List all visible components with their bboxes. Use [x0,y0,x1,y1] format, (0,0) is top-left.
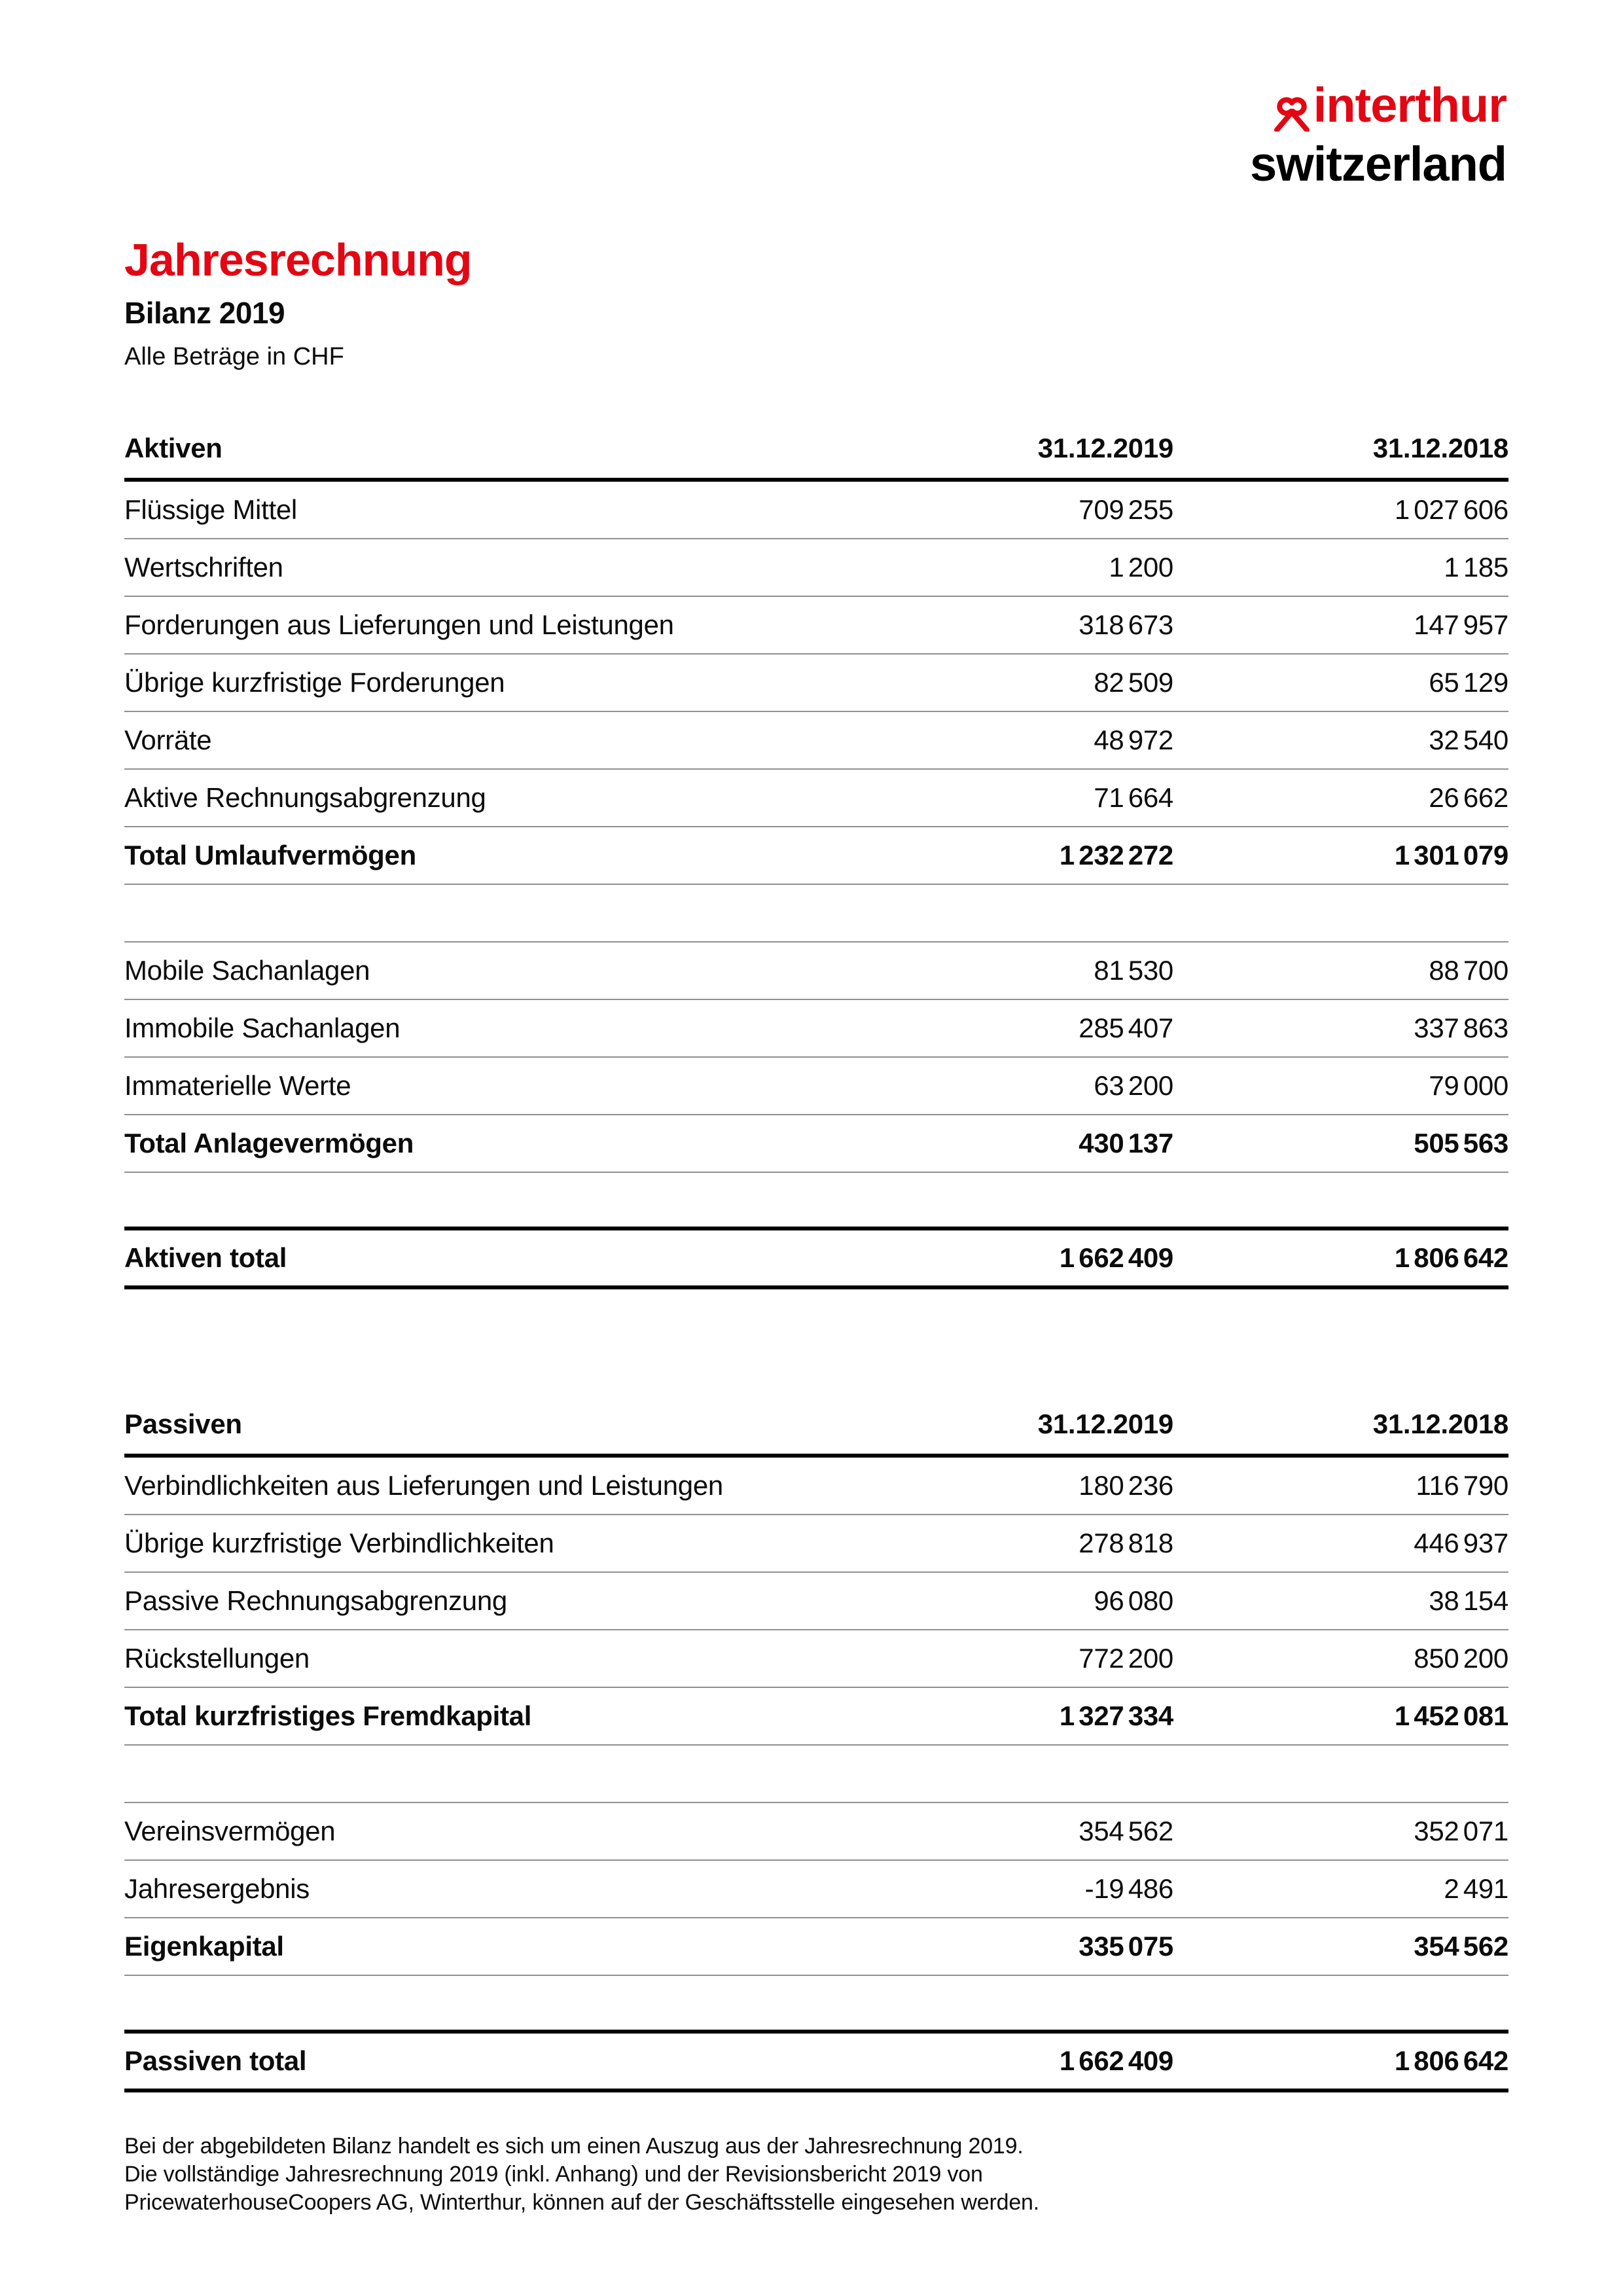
spacer-row [124,1746,1508,1803]
page-title: Jahresrechnung [124,234,472,285]
value-2018: 32 540 [1429,725,1508,755]
value-2018: 79 000 [1429,1070,1508,1101]
value-2019: 285 407 [1079,1013,1173,1043]
table-row [124,1803,1508,1861]
row-label: Flüssige Mittel [124,494,297,525]
row-label: Jahresergebnis [124,1873,310,1904]
row-label: Übrige kurzfristige Forderungen [124,667,505,698]
row-label: Vorräte [124,725,212,755]
value-2018: 354 562 [1414,1931,1508,1962]
footnote [124,2132,1039,2217]
aktiven-table [124,419,1508,1289]
row-label: Aktiven total [124,1242,287,1273]
value-2018: 1 452 081 [1394,1700,1508,1731]
value-2018: 1 806 642 [1394,1242,1508,1273]
table-row [124,1630,1508,1688]
value-2018: 446 937 [1414,1528,1508,1558]
value-2018: 1 301 079 [1394,840,1508,870]
row-label: Eigenkapital [124,1931,284,1962]
table-row [124,1573,1508,1630]
column-header-2018: 31.12.2018 [1372,433,1508,463]
aktiven-table-rows [124,482,1508,1289]
row-label: Vereinsvermögen [124,1816,336,1846]
spacer-row [124,1976,1508,2034]
row-label: Immobile Sachanlagen [124,1013,401,1043]
column-header-2019: 31.12.2019 [1037,433,1173,463]
value-2018: 147 957 [1414,609,1508,640]
value-2018: 337 863 [1414,1013,1508,1043]
row-label: Total Umlaufvermögen [124,840,416,870]
spacer-row [124,1173,1508,1230]
value-2018: 38 154 [1429,1585,1508,1616]
value-2018: 1 185 [1444,552,1508,583]
value-2018: 2 491 [1444,1873,1508,1904]
heart-w-icon [1272,91,1312,132]
value-2019: 180 236 [1079,1470,1173,1501]
value-2019: -19 486 [1084,1873,1173,1904]
value-2018: 505 563 [1414,1128,1508,1158]
aktiven-table-header [124,419,1508,482]
logo-winterthur-line [1250,78,1507,132]
footnote-line: Bei der abgebildeten Bilanz handelt es sich um einen Auszug aus der Jahresrechnung 2019. [124,2134,1024,2159]
column-header-2018: 31.12.2018 [1372,1408,1508,1439]
row-label: Rückstellungen [124,1643,310,1674]
column-header-label: Passiven [124,1408,242,1439]
value-2019: 335 075 [1079,1931,1173,1962]
value-2019: 82 509 [1094,667,1173,698]
row-label: Total kurzfristiges Fremdkapital [124,1700,532,1731]
table-row [124,597,1508,655]
table-row [124,712,1508,770]
value-2019: 1 327 334 [1059,1700,1173,1731]
table-row [124,942,1508,1000]
table-row [124,770,1508,827]
row-label: Mobile Sachanlagen [124,955,370,986]
currency-note: Alle Beträge in CHF [124,343,344,370]
row-label: Passiven total [124,2045,307,2076]
table-row [124,655,1508,712]
row-label: Immaterielle Werte [124,1070,351,1101]
column-header-label: Aktiven [124,433,223,463]
row-label: Passive Rechnungsabgrenzung [124,1585,507,1616]
row-label: Übrige kurzfristige Verbindlichkeiten [124,1528,554,1558]
passiven-table-header [124,1395,1508,1458]
value-2018: 850 200 [1414,1643,1508,1674]
table-row [124,1861,1508,1918]
value-2019: 318 673 [1079,609,1173,640]
passiven-table [124,1395,1508,2092]
page-subtitle: Bilanz 2019 [124,296,285,330]
value-2019: 772 200 [1079,1643,1173,1674]
table-row [124,1515,1508,1573]
value-2019: 48 972 [1094,725,1173,755]
value-2018: 352 071 [1414,1816,1508,1846]
row-label: Verbindlichkeiten aus Lieferungen und Leistungen [124,1470,723,1501]
value-2018: 1 027 606 [1394,494,1508,525]
value-2019: 354 562 [1079,1816,1173,1846]
row-label: Wertschriften [124,552,283,583]
footnote-line: Die vollständige Jahresrechnung 2019 (inkl. Anhang) und der Revisionsbericht 2019 von [124,2162,983,2187]
spacer-row [124,885,1508,942]
value-2019: 709 255 [1079,494,1173,525]
table-row [124,1230,1508,1289]
table-row [124,2034,1508,2092]
table-row [124,1058,1508,1115]
table-row [124,539,1508,597]
value-2018: 26 662 [1429,782,1508,813]
value-2019: 278 818 [1079,1528,1173,1558]
table-row [124,827,1508,885]
value-2019: 96 080 [1094,1585,1173,1616]
value-2019: 63 200 [1094,1070,1173,1101]
table-row [124,482,1508,539]
winterthur-logo [1250,78,1507,191]
value-2019: 430 137 [1079,1128,1173,1158]
value-2019: 71 664 [1094,782,1173,813]
value-2019: 1 232 272 [1059,840,1173,870]
table-row [124,1000,1508,1058]
row-label: Forderungen aus Lieferungen und Leistungen [124,609,674,640]
value-2018: 1 806 642 [1394,2045,1508,2076]
row-label: Total Anlagevermögen [124,1128,414,1158]
value-2018: 65 129 [1429,667,1508,698]
row-label: Aktive Rechnungsabgrenzung [124,782,486,813]
table-row [124,1115,1508,1173]
value-2019: 1 200 [1109,552,1173,583]
value-2019: 81 530 [1094,955,1173,986]
value-2018: 88 700 [1429,955,1508,986]
value-2019: 1 662 409 [1059,2045,1173,2076]
column-header-2019: 31.12.2019 [1037,1408,1173,1439]
table-row [124,1918,1508,1976]
value-2018: 116 790 [1416,1470,1508,1501]
footnote-line: PricewaterhouseCoopers AG, Winterthur, können auf der Geschäftsstelle eingesehen werden. [124,2190,1039,2215]
table-row [124,1458,1508,1515]
passiven-table-rows [124,1458,1508,2092]
logo-text-switzerland: switzerland [1250,137,1507,191]
table-row [124,1688,1508,1746]
value-2019: 1 662 409 [1059,1242,1173,1273]
logo-text-winterthur: interthur [1313,78,1507,132]
